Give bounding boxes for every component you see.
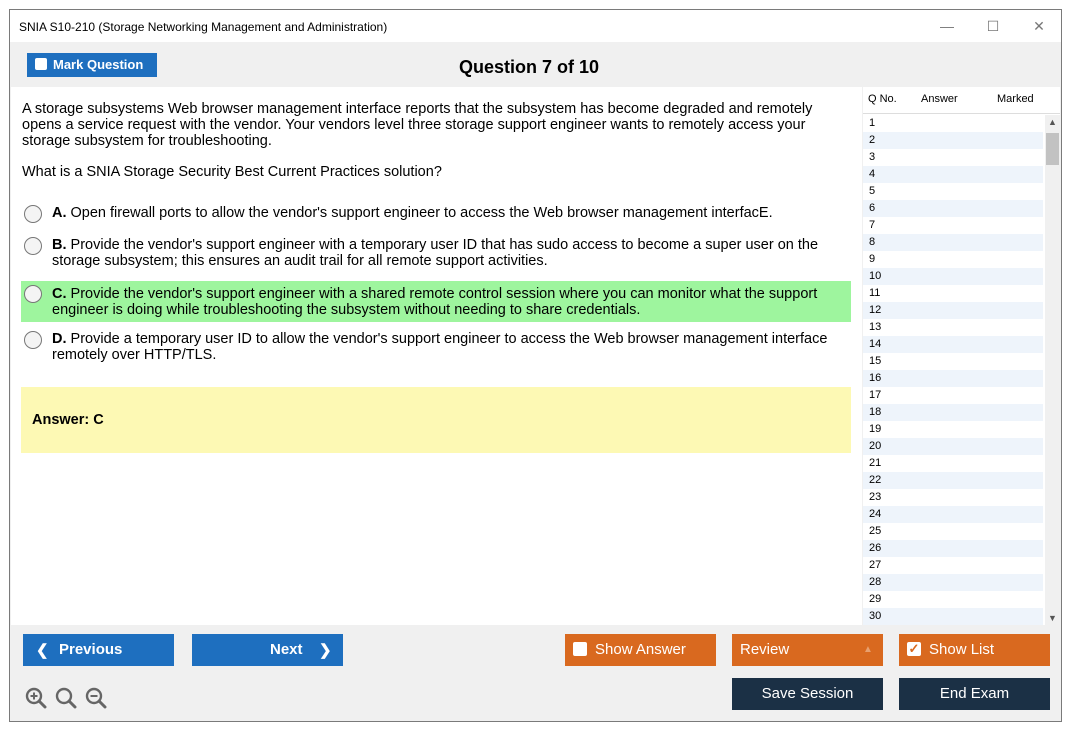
question-list-row[interactable]: 4 <box>863 166 1043 183</box>
option-c[interactable] <box>21 281 851 322</box>
question-list-row[interactable]: 2 <box>863 132 1043 149</box>
question-list-row[interactable]: 1 <box>869 117 876 129</box>
save-session-button[interactable] <box>732 678 883 710</box>
show-answer-label: Show Answer <box>595 641 686 658</box>
question-list-row[interactable]: 23 <box>869 491 882 503</box>
zoom-in-icon[interactable] <box>25 687 47 709</box>
option-text: Open firewall ports to allow the vendor's support engineer to access the Web browser management interfacE. <box>66 205 773 221</box>
question-list-rows <box>863 115 1043 625</box>
option-a[interactable] <box>21 205 851 221</box>
answer-text: Answer: C <box>32 412 104 428</box>
question-list-row[interactable]: 13 <box>869 321 882 333</box>
option-text: Provide the vendor's support engineer with a temporary user ID that has sudo access to become a super user on the storage subsystem; this ensures an audit trail for all remote support activities. <box>52 237 819 269</box>
previous-label: Previous <box>59 641 123 658</box>
question-prompt: What is a SNIA Storage Security Best Current Practices solution? <box>22 164 442 180</box>
scroll-down-icon[interactable]: ▼ <box>1048 613 1057 623</box>
option-letter: B. <box>52 237 67 253</box>
option-b[interactable] <box>21 237 851 269</box>
option-text: Provide a temporary user ID to allow the vendor's support engineer to access the Web browser management interface remotely over HTTP/TLS. <box>52 331 828 363</box>
question-list-row[interactable]: 20 <box>863 438 1043 455</box>
previous-button[interactable] <box>23 634 174 666</box>
question-list-row[interactable]: 18 <box>863 404 1043 421</box>
radio-c[interactable] <box>24 285 42 303</box>
marked-header: Marked <box>997 93 1034 105</box>
dropdown-arrow-icon: ▲ <box>863 644 873 655</box>
question-list-row[interactable]: 25 <box>869 525 882 537</box>
question-list-row[interactable]: 3 <box>869 151 876 163</box>
show-list-button[interactable] <box>899 634 1050 666</box>
scroll-thumb[interactable] <box>1046 133 1059 165</box>
show-answer-button[interactable] <box>565 634 716 666</box>
qno-header: Q No. <box>868 93 897 105</box>
question-list <box>863 87 1060 625</box>
question-counter: Question 7 of 10 <box>458 57 600 77</box>
radio-d[interactable] <box>24 331 42 349</box>
question-list-row[interactable]: 28 <box>863 574 1043 591</box>
zoom-reset-icon[interactable] <box>55 687 77 709</box>
question-list-row[interactable]: 8 <box>863 234 1043 251</box>
question-list-row[interactable]: 5 <box>869 185 876 197</box>
question-list-row[interactable]: 22 <box>863 472 1043 489</box>
question-list-row[interactable]: 10 <box>863 268 1043 285</box>
question-list-row[interactable]: 9 <box>869 253 876 265</box>
question-list-row[interactable]: 19 <box>869 423 882 435</box>
next-label: Next <box>270 641 303 658</box>
question-list-row[interactable]: 17 <box>869 389 882 401</box>
show-answer-checkbox[interactable] <box>573 642 587 656</box>
question-list-row[interactable]: 12 <box>863 302 1043 319</box>
question-list-row[interactable]: 7 <box>869 219 876 231</box>
option-letter: A. <box>52 205 67 221</box>
mark-question-label: Mark Question <box>53 57 144 72</box>
answer-box <box>21 387 851 453</box>
question-list-row[interactable]: 29 <box>869 593 882 605</box>
option-d[interactable] <box>21 331 851 363</box>
question-list-row[interactable]: 14 <box>863 336 1043 353</box>
window-title: SNIA S10-210 (Storage Networking Management and Administration) <box>19 20 388 34</box>
close-button[interactable]: ✕ <box>1033 18 1045 34</box>
question-panel <box>11 87 862 625</box>
chevron-left-icon: ❮ <box>36 642 49 659</box>
radio-a[interactable] <box>24 205 42 223</box>
app-window <box>9 9 1062 722</box>
question-list-row[interactable]: 11 <box>869 287 881 299</box>
answer-header: Answer <box>921 93 958 105</box>
mark-question-button[interactable] <box>27 53 157 77</box>
question-list-row[interactable]: 16 <box>863 370 1043 387</box>
option-text: Provide the vendor's support engineer with a shared remote control session where you can monitor what the support engineer is doing while troubleshooting the subsystem without needing to share credentials. <box>52 286 818 318</box>
option-letter: C. <box>52 286 67 302</box>
scroll-up-icon[interactable]: ▲ <box>1048 117 1057 127</box>
minimize-button[interactable]: — <box>940 18 954 34</box>
end-exam-label: End Exam <box>939 685 1010 702</box>
radio-b[interactable] <box>24 237 42 255</box>
review-label: Review <box>740 641 790 658</box>
question-text: A storage subsystems Web browser management interface reports that the subsystem has become degraded and remotely opens a service request with the vendor. Your vendors level three storage support engineer wants to remotely access your storage subsystem for troubleshooting. <box>22 101 813 149</box>
question-list-row[interactable]: 6 <box>863 200 1043 217</box>
question-list-row[interactable]: 30 <box>863 608 1043 625</box>
maximize-button[interactable]: ☐ <box>986 18 1000 34</box>
question-list-row[interactable]: 24 <box>863 506 1043 523</box>
question-list-scrollbar[interactable] <box>1045 115 1060 625</box>
review-dropdown[interactable] <box>732 634 883 666</box>
option-letter: D. <box>52 331 67 347</box>
zoom-out-icon[interactable] <box>85 687 107 709</box>
show-list-label: Show List <box>929 641 995 658</box>
save-session-label: Save Session <box>761 685 854 702</box>
end-exam-button[interactable] <box>899 678 1050 710</box>
question-list-row[interactable]: 26 <box>863 540 1043 557</box>
title-bar <box>10 10 1061 42</box>
next-button[interactable] <box>192 634 343 666</box>
question-list-row[interactable]: 27 <box>869 559 882 571</box>
question-list-row[interactable]: 21 <box>869 457 882 469</box>
question-list-row[interactable]: 15 <box>869 355 882 367</box>
mark-checkbox[interactable] <box>35 58 47 70</box>
chevron-right-icon: ❯ <box>319 642 332 659</box>
show-list-checkbox[interactable]: ✓ <box>908 641 920 656</box>
question-list-header <box>863 87 1060 114</box>
